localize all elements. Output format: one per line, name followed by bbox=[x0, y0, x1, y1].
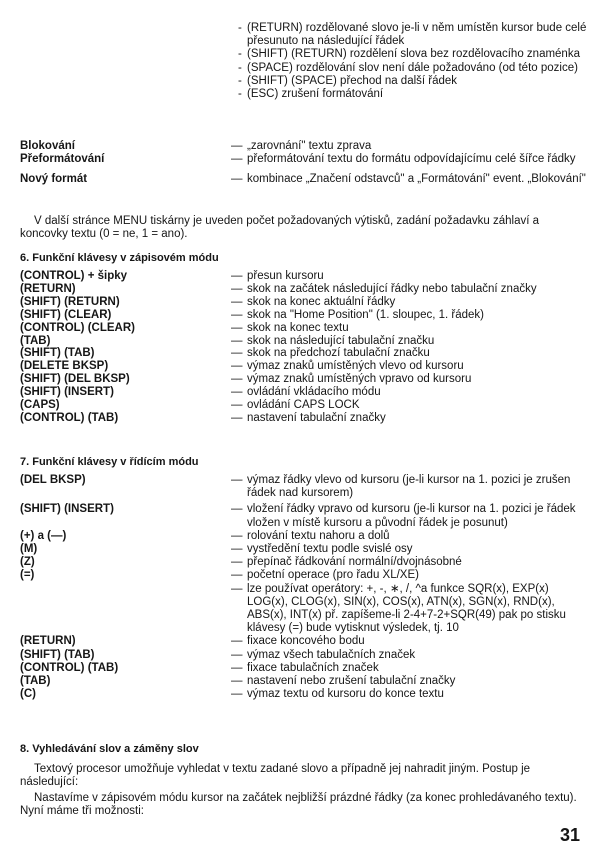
table-row: (DELETE BKSP) — výmaz znaků umístěných vlevo od kursoru bbox=[20, 360, 464, 373]
table-row: (CAPS) — ovládání CAPS LOCK bbox=[20, 399, 360, 412]
list-item: - (RETURN) rozdělované slovo je-li v něm umístěn kursor bude celé přesunuto na následující řádek bbox=[238, 22, 587, 48]
table-row: (SHIFT) (CLEAR) — skok na "Home Position" (1. sloupec, 1. řádek) bbox=[20, 308, 484, 321]
table-row: (SHIFT) (DEL BKSP) — výmaz znaků umístěných vpravo od kursoru bbox=[20, 373, 472, 386]
definition-row: Blokování — „zarovnání" textu zprava bbox=[20, 140, 372, 152]
table-row: (C) — výmaz textu od kursoru do konce textu bbox=[20, 688, 444, 701]
definition-row: Nový formát — kombinace „Značení odstavců" a „Formátování" event. „Blokování" bbox=[20, 173, 586, 186]
table-row: (TAB) — nastavení nebo zrušení tabulační značky bbox=[20, 675, 456, 688]
table-row: (CONTROL) (TAB) — nastavení tabulační značky bbox=[20, 411, 386, 424]
table-row: (Z) — přepínač řádkování normální/dvojnásobné bbox=[20, 556, 462, 569]
section-6-list bbox=[20, 270, 588, 425]
table-row: (CONTROL) + šipky — přesun kursoru bbox=[20, 270, 324, 282]
section-7-list bbox=[20, 474, 588, 701]
table-row: (CONTROL) (TAB) — fixace tabulačních značek bbox=[20, 661, 379, 674]
page-number: 31 bbox=[559, 825, 580, 845]
list-item: - (SPACE) rozdělování slov není dále požadováno (od této pozice) bbox=[238, 61, 578, 74]
table-row: — lze používat operátory: +, -, ∗, /, ^a funkce SQR(x), EXP(x) LOG(x), CLOG(x), SIN(x), COS(x), ATN(x), SGN(x), RND(x), ABS(x), INT(x) př. zapíšeme-li 2-4+7-2+SQR(49) pak po stisku klávesy (=) bude vytisknut výsledek, tj. 10 bbox=[231, 582, 566, 635]
table-row: (=) — početní operace (pro řadu XL/XE) bbox=[20, 569, 419, 582]
table-row: (M) — vystředění textu podle svislé osy bbox=[20, 543, 413, 556]
table-row: (SHIFT) (RETURN) — skok na konec aktuální řádky bbox=[20, 295, 396, 308]
return-options bbox=[238, 22, 588, 101]
list-item: - (ESC) zrušení formátování bbox=[238, 88, 384, 101]
table-row: (RETURN) — skok na začátek následující řádky nebo tabulační značky bbox=[20, 282, 537, 295]
section-8-para-1: Textový procesor umožňuje vyhledat v textu zadané slovo a případně jej nahradit jiným. Postup je následující: bbox=[20, 763, 531, 789]
list-item: - (SHIFT) (SPACE) přechod na další řádek bbox=[238, 74, 458, 87]
table-row: (SHIFT) (TAB) — výmaz všech tabulačních značek bbox=[20, 648, 416, 661]
table-row: (SHIFT) (TAB) — skok na předchozí tabulační značku bbox=[20, 347, 430, 360]
section-7-title: 7. Funkční klávesy v řídícím módu bbox=[20, 456, 199, 468]
section-6-title: 6. Funkční klávesy v zápisovém módu bbox=[20, 252, 219, 264]
table-row: (SHIFT) (INSERT) — ovládání vkládacího módu bbox=[20, 386, 381, 399]
format-definitions bbox=[20, 140, 588, 187]
section-8-title: 8. Vyhledávání slov a záměny slov bbox=[20, 743, 199, 755]
section-8-para-2: Nastavíme v zápisovém módu kursor na začátek nejbližší prázdné řádky (za konec prohledávaného textu). Nyní máme tři možnosti: bbox=[20, 792, 577, 818]
table-row: (SHIFT) (INSERT) — vložení řádky vpravo od kursoru (je-li kursor na 1. pozici je řádek vložen v místě kursoru a původní řádek je posunut) bbox=[20, 503, 576, 529]
definition-row: Přeformátování — přeformátování textu do formátu odpovídajícímu celé šířce řádky bbox=[20, 153, 576, 166]
table-row: (+) a (—) — rolování textu nahoru a dolů bbox=[20, 529, 390, 542]
table-row: (CONTROL) (CLEAR) — skok na konec textu bbox=[20, 321, 349, 334]
table-row: (DEL BKSP) — výmaz řádky vlevo od kursoru (je-li kursor na 1. pozici je zrušen řádek nad kursorem) bbox=[20, 474, 571, 500]
menu-note: V další stránce MENU tiskárny je uveden počet požadovaných výtisků, zadání požadavku záhlaví a koncovky textu (0 = ne, 1 = ano). bbox=[20, 215, 539, 241]
table-row: (RETURN) — fixace koncového bodu bbox=[20, 635, 365, 648]
table-row: (TAB) — skok na následující tabulační značku bbox=[20, 334, 435, 347]
list-item: - (SHIFT) (RETURN) rozdělení slova bez rozdělovacího znaménka bbox=[238, 48, 580, 61]
